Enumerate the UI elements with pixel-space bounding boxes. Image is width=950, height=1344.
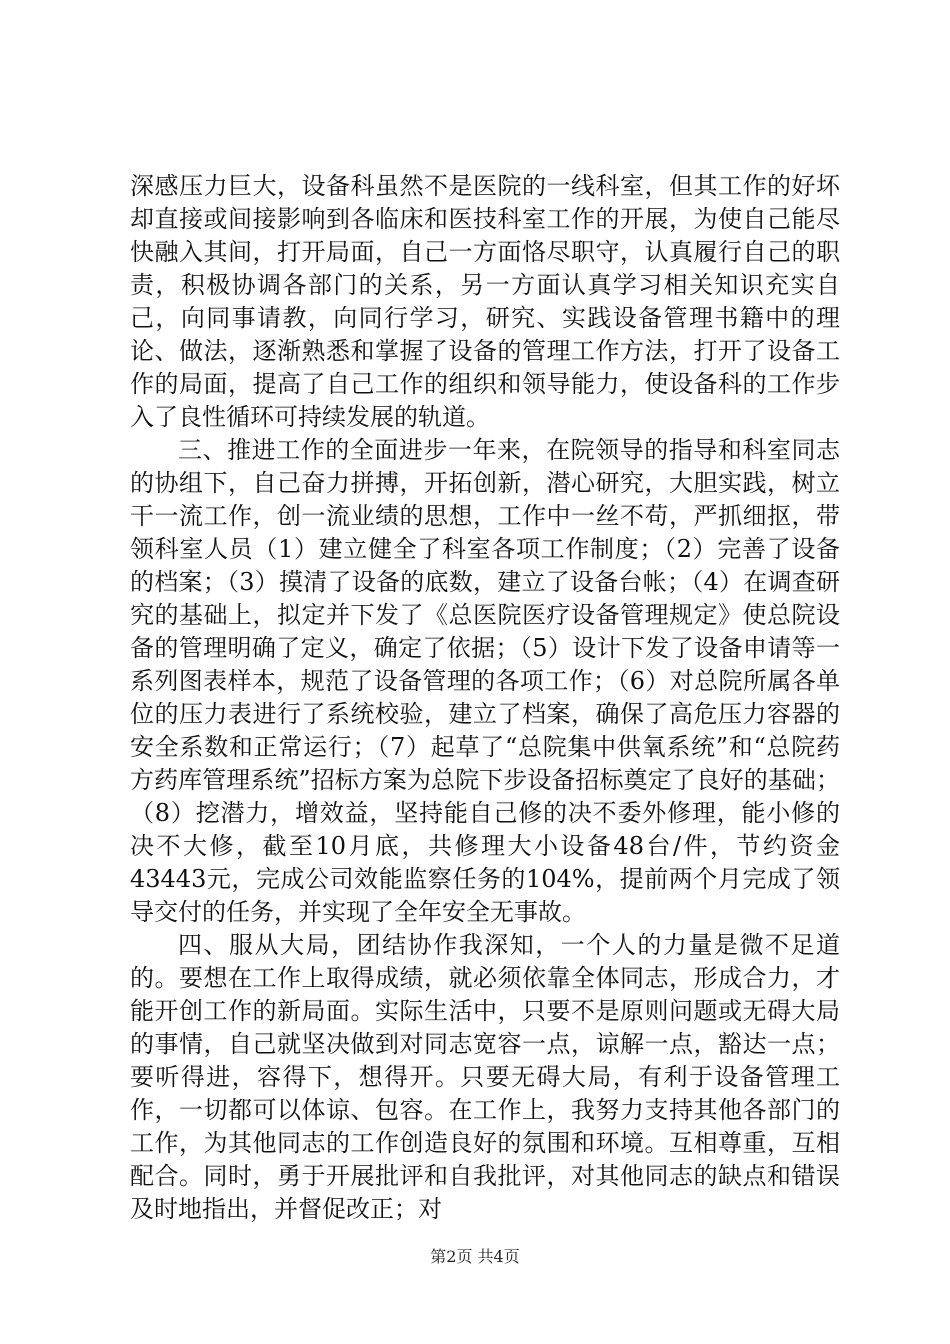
document-body bbox=[130, 170, 840, 1226]
paragraph-3: 四、服从大局，团结协作我深知，一个人的力量是微不足道的。要想在工作上取得成绩，就必须依靠全体同志，形成合力，才能开创工作的新局面。实际生活中，只要不是原则问题或无碍大局的事情，自己就坚决做到对同志宽容一点，谅解一点，豁达一点；要听得进，容得下，想得开。只要无碍大局，有利于设备管理工作，一切都可以体谅、包容。在工作上，我努力支持其他各部门的工作，为其他同志的工作创造良好的氛围和环境。互相尊重，互相配合。同时，勇于开展批评和自我批评，对其他同志的缺点和错误及时地指出，并督促改正；对 bbox=[130, 931, 840, 1223]
paragraph-1: 深感压力巨大，设备科虽然不是医院的一线科室，但其工作的好坏却直接或间接影响到各临床和医技科室工作的开展，为使自己能尽快融入其间，打开局面，自己一方面恪尽职守，认真履行自己的职责，积极协调各部门的关系，另一方面认真学习相关知识充实自己，向同事请教，向同行学习，研究、实践设备管理书籍中的理论、做法，逐渐熟悉和掌握了设备的管理工作方法，打开了设备工作的局面，提高了自己工作的组织和领导能力，使设备科的工作步入了良性循环可持续发展的轨道。 bbox=[130, 172, 840, 431]
page-number-footer: 第2页 共4页 bbox=[430, 1247, 520, 1266]
paragraph-2: 三、推进工作的全面进步一年来，在院领导的指导和科室同志的协组下，自己奋力拼搏，开拓创新，潜心研究，大胆实践，树立干一流工作，创一流业绩的思想，工作中一丝不苟，严抓细抠，带领科室人员（1）建立健全了科室各项工作制度；（2）完善了设备的档案；（3）摸清了设备的底数，建立了设备台帐；（4）在调查研究的基础上，拟定并下发了《总医院医疗设备管理规定》使总院设备的管理明确了定义，确定了依据；（5）设计下发了设备申请等一系列图表样本，规范了设备管理的各项工作；（6）对总院所属各单位的压力表进行了系统校验，建立了档案，确保了高危压力容器的安全系数和正常运行；（7）起草了“总院集中供氧系统”和“总院药方药库管理系统”招标方案为总院下步设备招标奠定了良好的基础；（8）挖潜力，增效益，坚持能自己修的决不委外修理，能小修的决不大修，截至10月底，共修理大小设备48台/件，节约资金43443元，完成公司效能监察任务的104%，提前两个月完成了领导交付的任务，并实现了全年安全无事故。 bbox=[130, 436, 840, 926]
